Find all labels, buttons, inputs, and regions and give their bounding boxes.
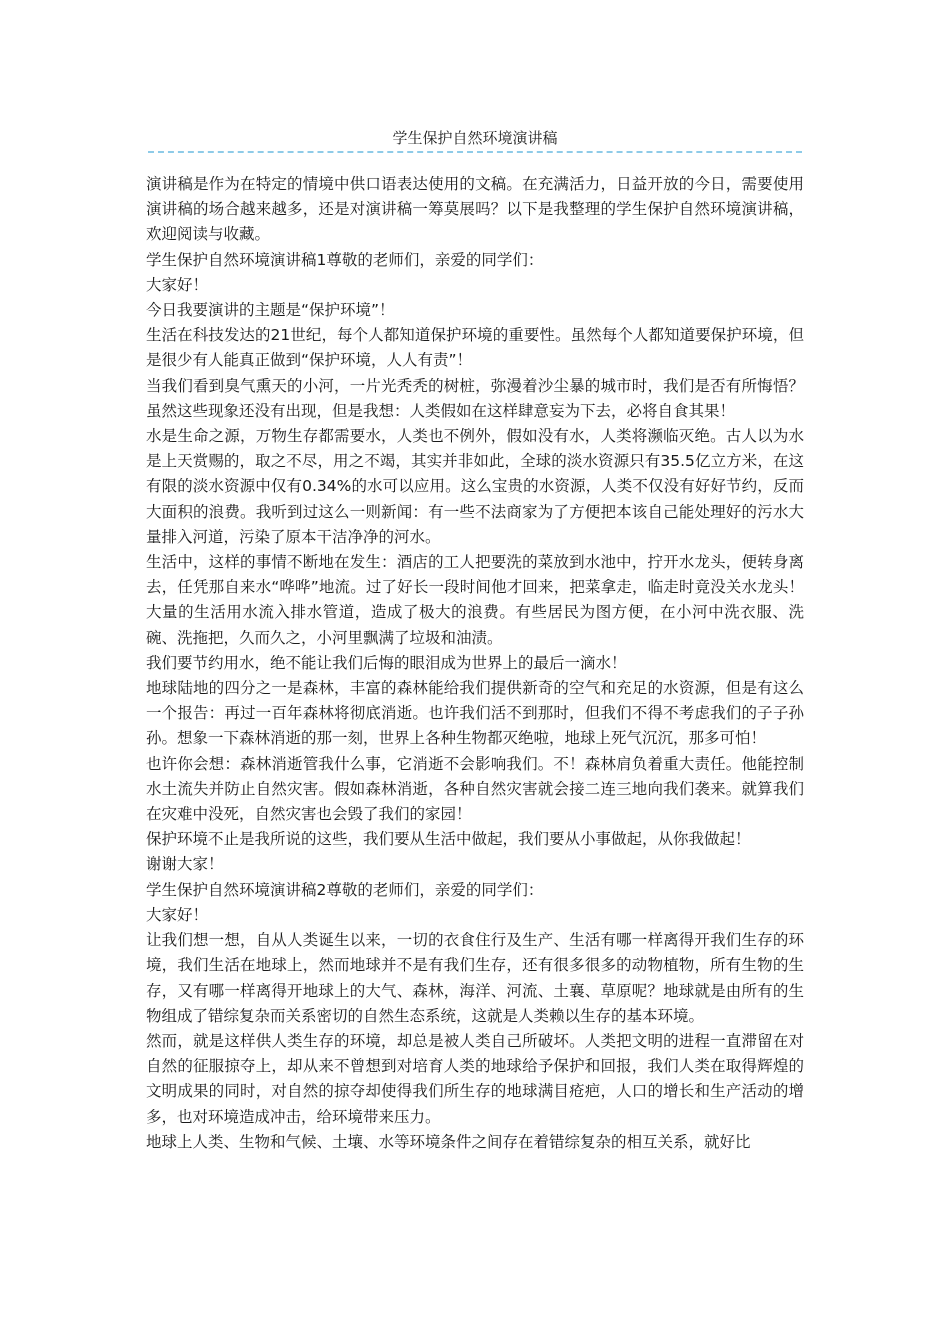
paragraph: 地球陆地的四分之一是森林，丰富的森林能给我们提供新奇的空气和充足的水资源，但是有这么一个报告：再过一百年森林将彻底消逝。也许我们活不到那时，但我们不得不考虑我们的子子孙孙。想象一下森林消逝的那一刻，世界上各种生物都灭绝啦，地球上死气沉沉，那多可怕！	[146, 679, 804, 748]
paragraph: 生活在科技发达的21世纪，每个人都知道保护环境的重要性。虽然每个人都知道要保护环境，但是很少有人能真正做到“保护环境，人人有责”！	[146, 326, 804, 370]
paragraph: 演讲稿是作为在特定的情境中供口语表达使用的文稿。在充满活力，日益开放的今日，需要使用演讲稿的场合越来越多，还是对演讲稿一筹莫展吗？以下是我整理的学生保护自然环境演讲稿，欢迎阅读与收藏。	[146, 175, 804, 244]
paragraph: 我们要节约用水，绝不能让我们后悔的眼泪成为世界上的最后一滴水！	[146, 653, 627, 672]
paragraph: 生活中，这样的事情不断地在发生：酒店的工人把要洗的菜放到水池中，拧开水龙头，便转身离去，任凭那自来水“哗哗”地流。过了好长一段时间他才回来，把菜拿走，临走时竟没关水龙头！大量的生活用水流入排水管道，造成了极大的浪费。有些居民为图方便，在小河中洗衣服、洗碗、洗拖把，久而久之，小河里飘满了垃圾和油渍。	[146, 553, 804, 647]
paragraph: 谢谢大家！	[146, 855, 224, 874]
document-body	[146, 172, 804, 1155]
title-divider	[148, 151, 802, 153]
paragraph: 也许你会想：森林消逝管我什么事，它消逝不会影响我们。不！森林肩负着重大责任。他能控制水土流失并防止自然灾害。假如森林消逝，各种自然灾害就会接二连三地向我们袭来。就算我们在灾难中没死，自然灾害也会毁了我们的家园！	[146, 754, 804, 824]
paragraph: 大家好！	[146, 905, 209, 924]
paragraph: 让我们想一想，自从人类诞生以来，一切的衣食住行及生产、生活有哪一样离得开我们生存的环境，我们生活在地球上，然而地球并不是有我们生存，还有很多很多的动物植物，所有生物的生存，又有哪一样离得开地球上的大气、森林，海洋、河流、土襄、草原呢？地球就是由所有的生物组成了错综复杂而关系密切的自然生态系统，这就是人类赖以生存的基本环境。	[146, 931, 804, 1025]
paragraph: 大家好！	[146, 275, 209, 294]
paragraph: 然而，就是这样供人类生存的环境，却总是被人类自己所破坏。人类把文明的进程一直滞留在对自然的征服掠夺上，却从来不曾想到对培育人类的地球给予保护和回报，我们人类在取得辉煌的文明成果的同时，对自然的掠夺却使得我们所生存的地球满目疮疤，人口的增长和生产活动的增多，也对环境造成冲击，给环境带来压力。	[146, 1031, 804, 1126]
paragraph: 学生保护自然环境演讲稿1尊敬的老师们，亲爱的同学们：	[146, 250, 544, 269]
paragraph: 当我们看到臭气熏天的小河，一片光秃秃的树桩，弥漫着沙尘暴的城市时，我们是否有所悔悟？虽然这些现象还没有出现，但是我想：人类假如在这样肆意妄为下去，必将自食其果！	[146, 376, 804, 420]
paragraph: 学生保护自然环境演讲稿2尊敬的老师们，亲爱的同学们：	[146, 880, 544, 899]
paragraph: 保护环境不止是我所说的这些，我们要从生活中做起，我们要从小事做起，从你我做起！	[146, 830, 751, 849]
document-title: 学生保护自然环境演讲稿	[392, 129, 558, 147]
paragraph: 水是生命之源，万物生存都需要水，人类也不例外，假如没有水，人类将濒临灭绝。古人以为水是上天赏赐的，取之不尽，用之不竭，其实并非如此，全球的淡水资源只有35.5亿立方米，在这有限的淡水资源中仅有0.34%的水可以应用。这么宝贵的水资源，人类不仅没有好好节约，反而大面积的浪费。我听到过这么一则新闻：有一些不法商家为了方便把本该自己能处理好的污水大量排入河道，污染了原本干洁净净的河水。	[146, 427, 804, 546]
paragraph: 地球上人类、生物和气候、土壤、水等环境条件之间存在着错综复杂的相互关系，就好比	[146, 1132, 751, 1151]
paragraph: 今日我要演讲的主题是“保护环境”！	[146, 301, 395, 320]
